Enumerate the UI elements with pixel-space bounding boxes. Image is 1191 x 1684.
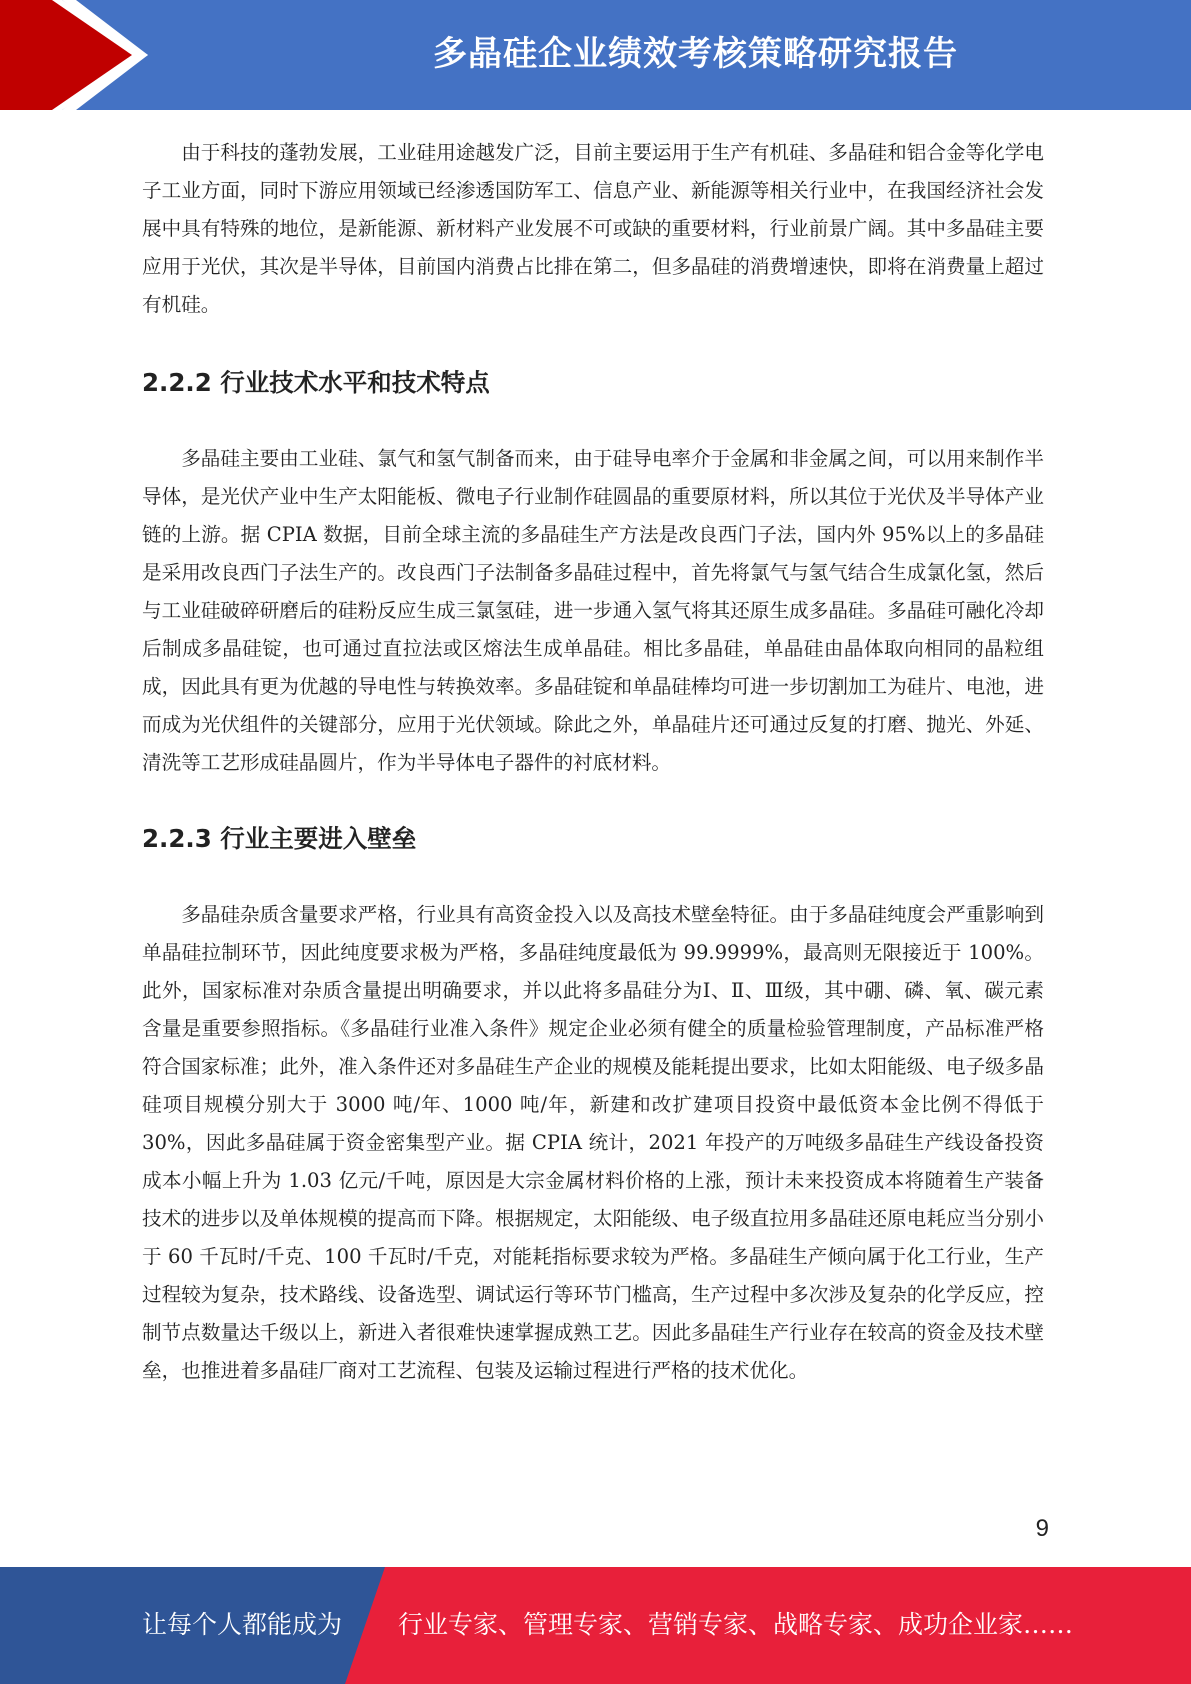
page-header [0,0,1191,110]
page-footer [0,1567,1191,1684]
paragraph-industrial-silicon: 由于科技的蓬勃发展，工业硅用途越发广泛，目前主要运用于生产有机硅、多晶硅和铝合金等化学电子工业方面，同时下游应用领域已经渗透国防军工、信息产业、新能源等相关行业中，在我国经济社会发展中具有特殊的地位，是新能源、新材料产业发展不可或缺的重要材料，行业前景广阔。其中多晶硅主要应用于光伏，其次是半导体，目前国内消费占比排在第二，但多晶硅的消费增速快，即将在消费量上超过有机硅。 [142,141,1044,316]
section-heading-2-2-3: 2.2.3 行业主要进入壁垒 [142,824,417,853]
paragraph-entry-barriers: 多晶硅杂质含量要求严格，行业具有高资金投入以及高技术壁垒特征。由于多晶硅纯度会严重影响到单晶硅拉制环节，因此纯度要求极为严格，多晶硅纯度最低为 99.9999%，最高则无限接近于 100%。此外，国家标准对杂质含量提出明确要求，并以此将多晶硅分为Ⅰ、Ⅱ、Ⅲ级，其中硼、磷、氧、碳元素含量是重要参照指标。《多晶硅行业准入条件》规定企业必须有健全的质量检验管理制度，产品标准严格符合国家标准；此外，准入条件还对多晶硅生产企业的规模及能耗提出要求，比如太阳能级、电子级多晶硅项目规模分别大于 3000 吨/年、1000 吨/年，新建和改扩建项目投资中最低资本金比例不得低于 30%，因此多晶硅属于资金密集型产业。据 CPIA 统计，2021 年投产的万吨级多晶硅生产线设备投资成本小幅上升为 1.03 亿元/千吨，原因是大宗金属材料价格的上涨，预计未来投资成本将随着生产装备技术的进步以及单体规模的提高而下降。根据规定，太阳能级、电子级直拉用多晶硅还原电耗应当分别小于 60 千瓦时/千克、100 千瓦时/千克，对能耗指标要求较为严格。多晶硅生产倾向属于化工行业，生产过程较为复杂，技术路线、设备选型、调试运行等环节门槛高，生产过程中多次涉及复杂的化学反应，控制节点数量达千级以上，新进入者很难快速掌握成熟工艺。因此多晶硅生产行业存在较高的资金及技术壁垒，也推进着多晶硅厂商对工艺流程、包装及运输过程进行严格的技术优化。 [142,903,1044,1382]
footer-slogan-left: 让每个人都能成为 [142,1610,343,1639]
document-title: 多晶硅企业绩效考核策略研究报告 [433,34,958,74]
paragraph-technology-level: 多晶硅主要由工业硅、氯气和氢气制备而来，由于硅导电率介于金属和非金属之间，可以用来制作半导体，是光伏产业中生产太阳能板、微电子行业制作硅圆晶的重要原材料，所以其位于光伏及半导体产业链的上游。据 CPIA 数据，目前全球主流的多晶硅生产方法是改良西门子法，国内外 95%以上的多晶硅是采用改良西门子法生产的。改良西门子法制备多晶硅过程中，首先将氯气与氢气结合生成氯化氢，然后与工业硅破碎研磨后的硅粉反应生成三氯氢硅，进一步通入氢气将其还原生成多晶硅。多晶硅可融化冷却后制成多晶硅锭，也可通过直拉法或区熔法生成单晶硅。相比多晶硅，单晶硅由晶体取向相同的晶粒组成，因此具有更为优越的导电性与转换效率。多晶硅锭和单晶硅棒均可进一步切割加工为硅片、电池，进而成为光伏组件的关键部分，应用于光伏领域。除此之外，单晶硅片还可通过反复的打磨、抛光、外延、清洗等工艺形成硅晶圆片，作为半导体电子器件的衬底材料。 [142,447,1044,774]
main-content [142,134,1044,1390]
page-number: 9 [1035,1515,1049,1542]
section-heading-2-2-2: 2.2.2 行业技术水平和技术特点 [142,368,490,397]
footer-slogan-right: 行业专家、管理专家、营销专家、战略专家、成功企业家…… [398,1610,1074,1639]
